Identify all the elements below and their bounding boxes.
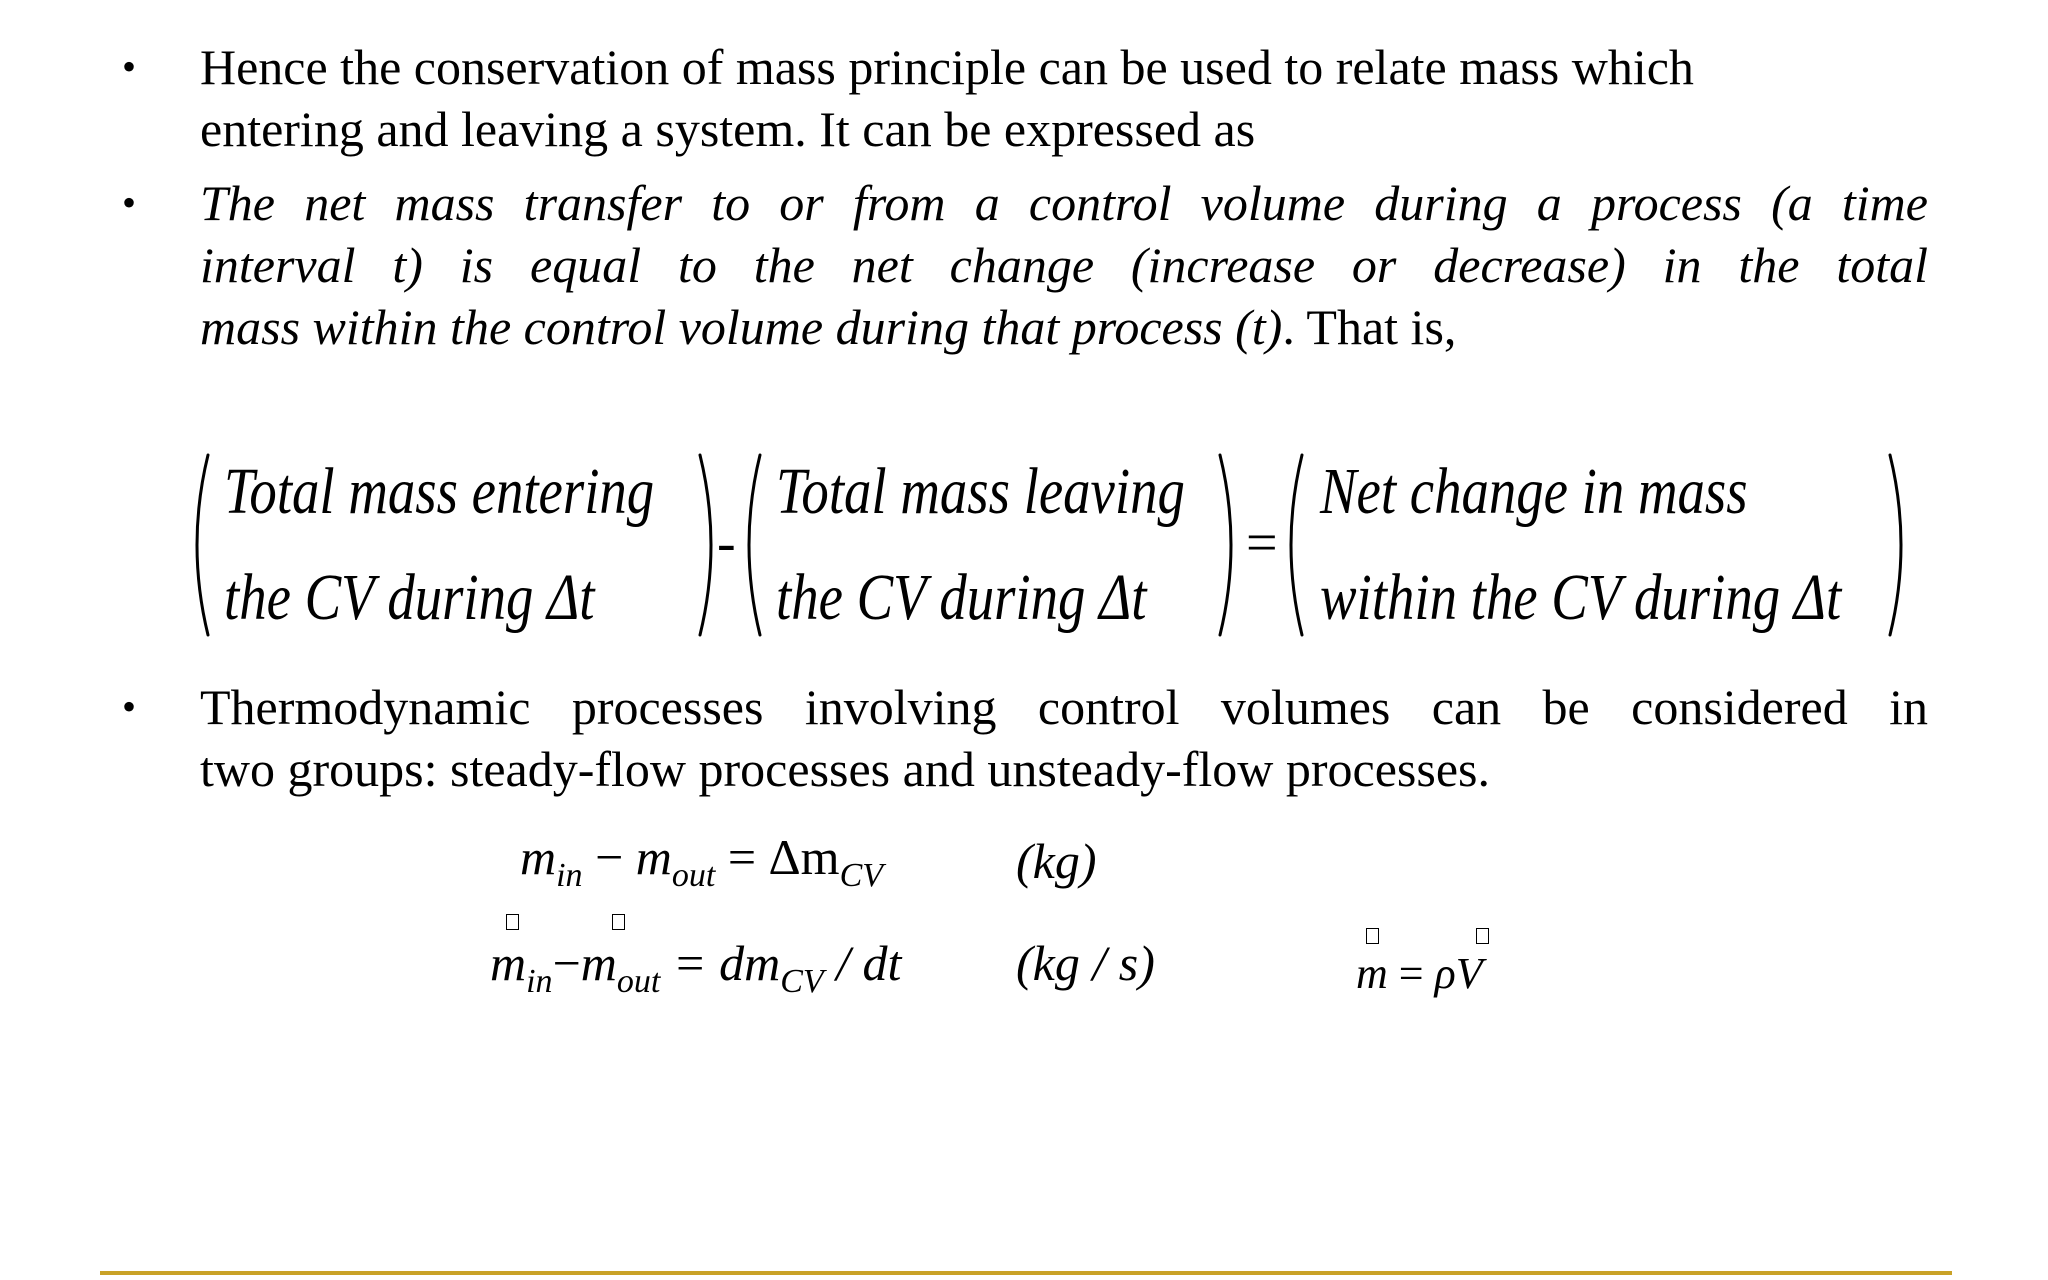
paren-2-right <box>1220 455 1231 635</box>
paren-3-left <box>1291 455 1302 635</box>
term-2-top: Total mass leaving <box>776 455 1185 528</box>
dot-placeholder-icon <box>506 914 519 930</box>
subscript-cv: CV <box>780 963 824 1000</box>
footer-rule <box>100 1271 1952 1275</box>
minus-sign: − <box>582 829 636 885</box>
minus-operator: - <box>717 512 736 574</box>
bullet-2-line-3-tail: . That is, <box>1282 299 1457 355</box>
term-3-bottom: within the CV during Δt <box>1320 561 1842 634</box>
bullet-2-line-2: interval t) is equal to the net change (increase or decrease) in the total <box>200 237 1928 293</box>
paren-1-right <box>700 455 711 635</box>
dot-placeholder-icon <box>1476 928 1489 944</box>
m-symbol: m <box>520 829 557 885</box>
bullet-2-line-3 <box>200 296 1928 358</box>
mass-balance-equation-kg <box>520 829 884 894</box>
bullet-3-line-1: Thermodynamic processes involving control volumes can be considered in <box>200 679 1928 735</box>
paren-3-right <box>1890 455 1901 635</box>
bullet-2-line-3-italic: mass within the control volume during that process (t) <box>200 299 1283 355</box>
m-dot-symbol: m <box>490 935 527 991</box>
dm-term: = dm <box>660 935 781 991</box>
minus-sign: − <box>552 935 581 991</box>
bullet-marker: • <box>122 180 137 225</box>
bullet-3-line-2: two groups: steady-flow processes and unsteady-flow processes. <box>200 741 1490 797</box>
bullet-marker: • <box>122 44 137 89</box>
rho-symbol: ρ <box>1434 949 1456 998</box>
m-symbol: m <box>635 829 672 885</box>
m-dot-symbol: m <box>1356 949 1388 998</box>
dot-placeholder-icon <box>612 914 625 930</box>
bullet-2-line-1: The net mass transfer to or from a control volume during a process (a time <box>200 175 1928 231</box>
bullet-1-line-2: entering and leaving a system. It can be expressed as <box>200 101 1256 157</box>
bullet-3-text <box>200 676 1928 800</box>
unit-kg-per-s <box>1016 935 1155 991</box>
bullet-2-text <box>200 172 1928 358</box>
dt-term: / dt <box>823 935 902 991</box>
term-1-bottom: the CV during Δt <box>224 561 595 634</box>
term-3-top: Net change in mass <box>1320 455 1748 528</box>
equals-operator: = <box>1246 512 1278 574</box>
mass-balance-equation <box>190 445 1910 645</box>
unit-kg-text: (kg) <box>1016 833 1097 889</box>
paren-2-left <box>749 455 760 635</box>
term-2-bottom: the CV during Δt <box>776 561 1147 634</box>
unit-kg-per-s-text: (kg / s) <box>1016 935 1155 991</box>
subscript-cv: CV <box>839 857 884 894</box>
dot-placeholder-icon <box>1366 928 1379 944</box>
unit-kg <box>1016 833 1097 889</box>
subscript-in: in <box>556 857 583 894</box>
m-dot-symbol: m <box>580 935 617 991</box>
bullet-1-text <box>200 36 1928 160</box>
subscript-out: out <box>616 963 661 1000</box>
mass-flow-rate-equation <box>1356 949 1483 998</box>
equals-sign: = <box>1387 949 1435 998</box>
delta-m-term: = Δm <box>715 829 840 885</box>
paren-1-left <box>197 455 208 635</box>
bullet-1-line-1: Hence the conservation of mass principle can be used to relate mass which <box>200 39 1694 95</box>
subscript-out: out <box>671 857 716 894</box>
term-1-top: Total mass entering <box>224 455 655 528</box>
v-dot-symbol: V <box>1455 949 1483 998</box>
mass-rate-equation <box>490 935 902 1000</box>
bullet-marker: • <box>122 684 137 729</box>
subscript-in: in <box>526 963 553 1000</box>
